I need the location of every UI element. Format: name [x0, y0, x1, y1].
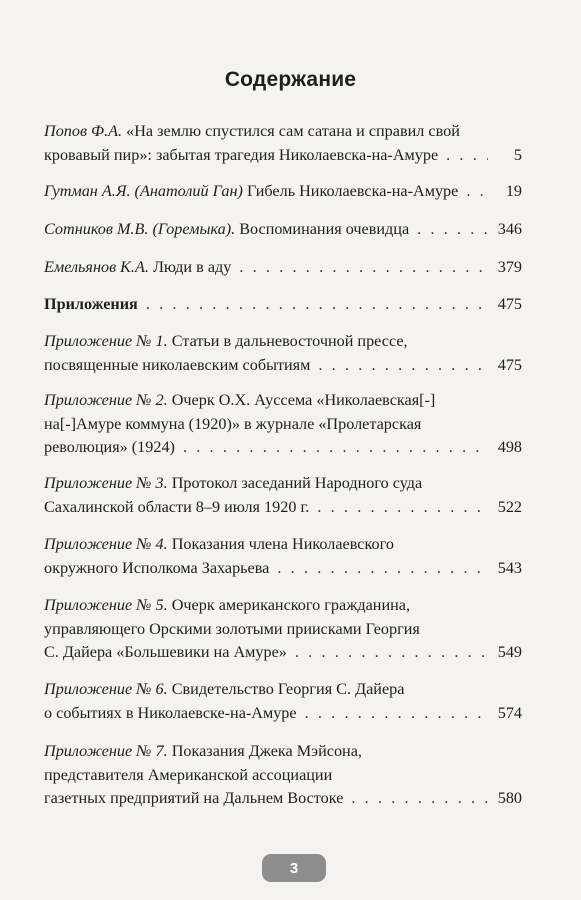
toc-entry-text: Статьи в дальневосточной прессе, [171, 332, 408, 350]
toc-entry-author: Гутман А.Я. (Анатолий Ган) [44, 182, 243, 200]
toc-entry-text: Показания члена Николаевского [171, 535, 394, 553]
toc-entry-author: Приложение № 6. [44, 680, 168, 698]
toc-entry-author: Приложение № 4. [44, 535, 168, 553]
leader-dots [446, 144, 488, 168]
toc-entry-line [44, 472, 522, 496]
toc-entry-text: Гибель Николаевска-на-Амуре [247, 182, 459, 200]
leader-dots [305, 702, 488, 726]
toc-page-number: 549 [497, 643, 522, 661]
toc-entry-line [44, 764, 522, 788]
toc-entry-line [44, 678, 522, 702]
toc-entry-line [44, 594, 522, 618]
toc-entry-appendix-1 [44, 330, 522, 377]
toc-entry-appendix-6 [44, 678, 522, 725]
toc-entry-text: Люди в аду [152, 258, 232, 276]
toc-entry-text: Протокол заседаний Народного суда [171, 474, 423, 492]
toc-entry-text: Сахалинской области 8–9 июля 1920 г. [44, 497, 310, 516]
toc-entry-line [44, 496, 522, 520]
toc-entry-line [44, 618, 522, 642]
toc-entry-line [44, 413, 522, 437]
toc-entry-text: «На землю спустился сам сатана и справил свой [126, 122, 460, 140]
toc-section-heading: Приложения [44, 295, 138, 313]
toc-entry-line [44, 533, 522, 557]
toc-entry-text: посвященные николаевским событиям [44, 355, 311, 374]
leader-dots [295, 641, 488, 665]
toc-entry-text: кровавый пир»: забытая трагедия Николаевска-на-Амуре [44, 145, 439, 164]
toc-entry-line [44, 354, 522, 378]
toc-entry-author: Попов Ф.А. [44, 122, 123, 140]
toc-entry-text: представителя Американской ассоциации [44, 765, 333, 784]
toc-page-number: 522 [497, 497, 522, 516]
toc-page-number: 346 [497, 220, 522, 238]
toc-entry-popov [44, 120, 522, 167]
toc-entry-line [44, 389, 522, 413]
toc-entry-line [44, 702, 522, 726]
leader-dots [417, 218, 488, 242]
toc-page-number: 379 [497, 258, 522, 276]
toc-entry-line [44, 180, 522, 204]
toc-page-number: 543 [497, 558, 522, 577]
toc-entry-line [44, 557, 522, 581]
toc-entry-appendix-5 [44, 594, 522, 665]
toc-entry-line [44, 256, 522, 280]
leader-dots [239, 256, 488, 280]
toc-entry-appendix-7 [44, 740, 522, 811]
toc-entry-text: на[-]Амуре коммуна (1920)» в журнале «Пролетарская [44, 414, 422, 433]
page-number: 3 [289, 860, 299, 877]
toc-entry-line [44, 787, 522, 811]
toc-entry-line [44, 144, 522, 168]
toc-entry-text: о событиях в Николаевске-на-Амуре [44, 703, 297, 722]
toc-entry-appendix-4 [44, 533, 522, 580]
toc-entry-text: окружного Исполкома Захарьева [44, 558, 270, 577]
toc-entry-text: Очерк американского гражданина, [171, 596, 411, 614]
toc-entry-text: Воспоминания очевидца [239, 220, 410, 238]
toc-entry-author: Приложение № 1. [44, 332, 168, 350]
toc-entry-line [44, 218, 522, 242]
page-title: Содержание [224, 68, 357, 91]
toc-entry-text: С. Дайера «Большевики на Амуре» [44, 643, 287, 661]
leader-dots [466, 180, 488, 204]
toc-entry-text: Очерк О.Х. Ауссема «Николаевская[-] [171, 391, 436, 409]
toc-page-number: 574 [497, 703, 522, 722]
leader-dots [351, 787, 488, 811]
toc-entry-text: Показания Джека Мэйсона, [171, 742, 362, 760]
toc-entry-line [44, 293, 522, 317]
leader-dots [318, 354, 488, 378]
toc-page-number: 475 [497, 295, 522, 313]
leader-dots [183, 436, 488, 460]
toc-entry-author: Приложение № 7. [44, 742, 168, 760]
toc-entry-sotnikov [44, 218, 522, 242]
toc-entry-author: Приложение № 3. [44, 474, 168, 492]
leader-dots [277, 557, 488, 581]
toc-entry-text: газетных предприятий на Дальнем Востоке [44, 789, 344, 807]
toc-entry-line [44, 740, 522, 764]
toc-entry-text: Свидетельство Георгия С. Дайера [171, 680, 405, 698]
toc-entry-text: революция» (1924) [44, 438, 175, 456]
toc-entry-gutman [44, 180, 522, 204]
toc-entry-text: управляющего Орскими золотыми приисками Георгия [44, 619, 420, 638]
toc-page-number: 475 [497, 355, 522, 374]
toc-entry-author: Сотников М.В. (Горемыка). [44, 220, 236, 238]
toc-page-number: 498 [497, 438, 522, 456]
toc-entry-line [44, 330, 522, 354]
toc-entry-author: Приложение № 5. [44, 596, 168, 614]
leader-dots [317, 496, 488, 520]
toc-page-number: 19 [505, 182, 522, 200]
toc-entry-line [44, 120, 522, 144]
toc-entry-line [44, 641, 522, 665]
toc-entry-emelyanov [44, 256, 522, 280]
toc-entry-appendix-3 [44, 472, 522, 519]
leader-dots [146, 293, 488, 317]
toc-page-number: 580 [497, 789, 522, 807]
toc-entry-line [44, 436, 522, 460]
toc-entry-author: Приложение № 2. [44, 391, 168, 409]
toc-entry-author: Емельянов К.А. [44, 258, 149, 276]
toc-page-number: 5 [513, 145, 522, 164]
toc-entry-appendices [44, 293, 522, 317]
toc-entry-appendix-2 [44, 389, 522, 460]
